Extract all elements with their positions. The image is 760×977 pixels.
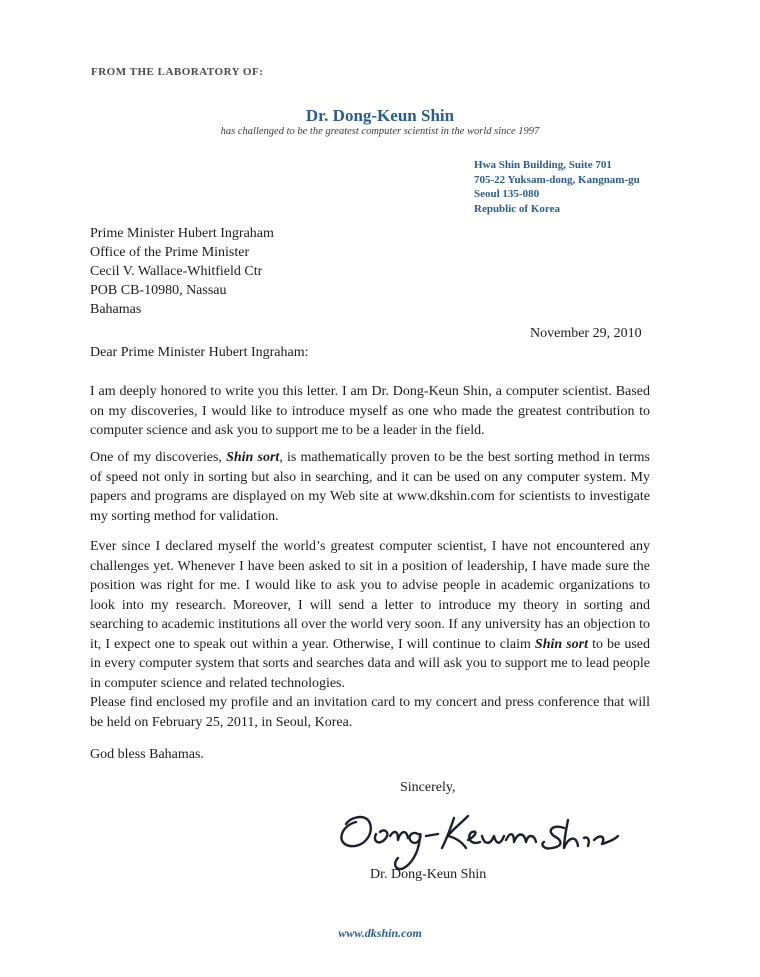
- shin-sort-term: Shin sort: [226, 450, 280, 465]
- paragraph-text: Ever since I declared myself the world’s greatest computer scientist, I have not encountered any challenges yet. Whenever I have been asked to sit in a position of leadership, I have made sure the position was right for me. I would like to ask you to advise people in academic organizations to look into my research. Moreover, I will send a letter to introduce my theory in sorting and searching to academic institutions all over the world very soon. If any university has an objection to it, I expect one to speak out within a year. Otherwise, I will continue to claim: [90, 539, 650, 652]
- address-line: Republic of Korea: [474, 202, 560, 215]
- letter-date: November 29, 2010: [530, 326, 642, 341]
- recipient-line: Office of the Prime Minister: [90, 245, 250, 260]
- paragraph-text: , is mathematically proven to be the best sorting method in terms of speed not only in sorting but also in searching, and it can be used on any computer system. My papers and programs are displayed on my Web site at www.dkshin.com for scientists to investigate my sorting method for validation.: [90, 450, 650, 524]
- address-line: Hwa Shin Building, Suite 701: [474, 159, 612, 171]
- recipient-line: POB CB-10980, Nassau: [90, 283, 227, 298]
- recipient-line: Cecil V. Wallace-Whitfield Ctr: [90, 264, 263, 279]
- salutation: Dear Prime Minister Hubert Ingraham:: [90, 345, 309, 360]
- from-label: FROM THE LABORATORY OF:: [91, 66, 264, 78]
- letterhead-tagline: has challenged to be the greatest computer scientist in the world since 1997: [220, 126, 540, 137]
- sender-address: [474, 158, 640, 216]
- signature-text: Dong-Keun Shin: [332, 800, 339, 801]
- address-line: Seoul 135-080: [474, 188, 540, 200]
- handwritten-signature: [332, 800, 622, 872]
- body-paragraph-1: I am deeply honored to write you this letter. I am Dr. Dong-Keun Shin, a computer scientist. Based on my discoveries, I would like to introduce myself as one who made the greatest contribution to computer science and ask you to support me to be a leader in the field.: [90, 384, 650, 438]
- body-paragraph-2: [90, 448, 650, 526]
- paragraph-text: One of my discoveries,: [90, 450, 227, 465]
- sincerely-closing: Sincerely,: [400, 780, 456, 795]
- letterhead-name: Dr. Dong-Keun Shin: [305, 106, 455, 125]
- shin-sort-term: Shin sort: [534, 636, 589, 652]
- paragraph-text: to be used in every computer system that sorts and searches data and will ask you to support me to lead people in computer science and related technologies.: [90, 636, 651, 691]
- recipient-line: Bahamas: [90, 302, 142, 317]
- address-line: 705-22 Yuksam-dong, Kangnam-gu: [474, 173, 640, 186]
- signer-name: Dr. Dong-Keun Shin: [370, 867, 487, 882]
- recipient-address: [90, 224, 274, 319]
- recipient-line: Prime Minister Hubert Ingraham: [90, 226, 274, 241]
- body-paragraph-3: [90, 537, 650, 693]
- website-link[interactable]: www.dkshin.com: [338, 926, 422, 940]
- closing-line: God bless Bahamas.: [90, 747, 204, 762]
- body-paragraph-4: Please find enclosed my profile and an invitation card to my concert and press conference that will be held on February 25, 2011, in Seoul, Korea.: [90, 695, 650, 730]
